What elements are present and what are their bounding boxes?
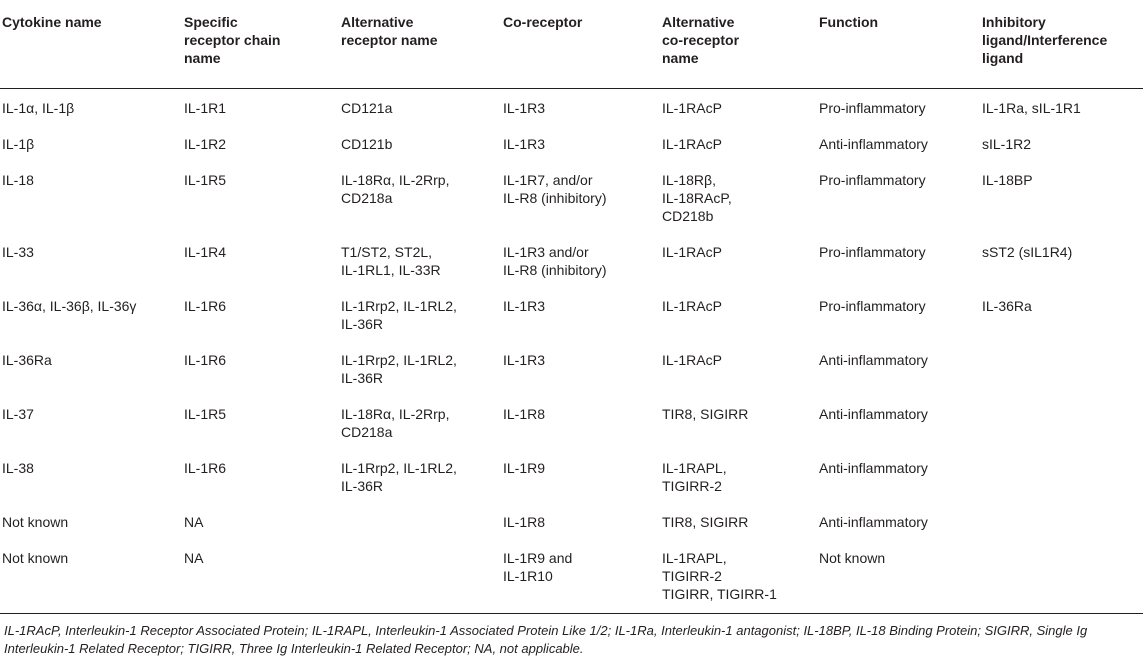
- table-cell: [980, 125, 1143, 161]
- table-cell: [501, 503, 660, 539]
- table-cell-text: Pro-inflammatory: [819, 243, 926, 260]
- table-cell-text: IL-1R10: [503, 567, 553, 584]
- table-cell-text: IL-R8 (inhibitory): [503, 261, 607, 278]
- table-cell: [980, 287, 1143, 341]
- table-cell: [339, 395, 501, 449]
- table-cell: [817, 341, 980, 395]
- table-cell: [182, 341, 339, 395]
- table-cell: [660, 341, 817, 395]
- table-cell: [501, 341, 660, 395]
- column-header-text: Function: [819, 14, 879, 30]
- table-cell-text: IL-1RAcP: [662, 135, 722, 152]
- table-cell: [182, 395, 339, 449]
- table-cell-text: Anti-inflammatory: [819, 459, 928, 476]
- table-cell: [817, 125, 980, 161]
- table-cell: [501, 125, 660, 161]
- column-header-text: Co-receptor: [503, 14, 583, 30]
- table-cell-text: IL-1RAcP: [662, 297, 722, 314]
- table-cell-text: IL-1Rrp2, IL-1RL2,: [341, 351, 457, 368]
- table-cell: [0, 341, 182, 395]
- table-row: [0, 539, 1143, 613]
- table-cell-text: IL-1R3: [503, 351, 546, 368]
- column-header-text: Specific: [184, 14, 238, 30]
- table-cell: [182, 449, 339, 503]
- column-header: [980, 0, 1143, 88]
- column-header-text: receptor name: [341, 32, 438, 48]
- table-cell-text: IL-36α, IL-36β, IL-36γ: [2, 297, 137, 314]
- table-cell-text: IL-36Ra: [2, 351, 52, 368]
- table-cell-text: IL-18: [2, 171, 34, 188]
- table-cell: [0, 449, 182, 503]
- table-cell: [980, 161, 1143, 233]
- table-cell-text: IL-18Rα, IL-2Rrp,: [341, 405, 450, 422]
- table-cell: [501, 449, 660, 503]
- table-cell-text: Pro-inflammatory: [819, 99, 926, 116]
- table-cell-text: IL-1R9 and: [503, 549, 573, 566]
- table-cell-text: IL-1R9: [503, 459, 546, 476]
- table-cell-text: IL-1R7, and/or: [503, 171, 593, 188]
- table-cell-text: IL-18BP: [982, 171, 1033, 188]
- table-cell: [817, 161, 980, 233]
- table-cell-text: Anti-inflammatory: [819, 513, 928, 530]
- table-row: [0, 125, 1143, 161]
- table-cell: [660, 125, 817, 161]
- table-cell-text: IL-1RAcP: [662, 351, 722, 368]
- table-cell: [817, 395, 980, 449]
- table-cell-text: Not known: [2, 549, 69, 566]
- table-cell: [660, 287, 817, 341]
- table-cell: [660, 449, 817, 503]
- table-cell: [0, 233, 182, 287]
- table-cell-text: IL-1RAPL,: [662, 549, 727, 566]
- table-cell: [817, 539, 980, 613]
- column-header-text: receptor chain: [184, 32, 281, 48]
- table-cell-text: Not known: [2, 513, 69, 530]
- column-header: [0, 0, 182, 88]
- table-cell-text: IL-1R5: [184, 171, 227, 188]
- table-cell: [501, 287, 660, 341]
- table-cell: [501, 161, 660, 233]
- table-cell: [339, 449, 501, 503]
- table-cell-text: IL-1RAPL,: [662, 459, 727, 476]
- column-header: [501, 0, 660, 88]
- table-cell: [0, 395, 182, 449]
- table-cell: [0, 287, 182, 341]
- table-cell-text: IL-1Rrp2, IL-1RL2,: [341, 297, 457, 314]
- table-cell: [980, 88, 1143, 125]
- table-cell-text: IL-18Rα, IL-2Rrp,: [341, 171, 450, 188]
- table-cell-text: IL-1R2: [184, 135, 227, 152]
- table-cell: [501, 395, 660, 449]
- table-cell: [817, 503, 980, 539]
- table-cell: [501, 233, 660, 287]
- table-cell: [339, 503, 501, 539]
- table-cell: [339, 88, 501, 125]
- table-cell-text: T1/ST2, ST2L,: [341, 243, 433, 260]
- table-cell-text: CD121b: [341, 135, 393, 152]
- table-cell: [660, 539, 817, 613]
- table-cell-text: IL-33: [2, 243, 34, 260]
- table-cell: [980, 233, 1143, 287]
- table-cell-text: CD218b: [662, 207, 714, 224]
- table-cell-text: IL-1RAcP: [662, 99, 722, 116]
- table-cell-text: IL-1R6: [184, 297, 227, 314]
- table-cell-text: TIR8, SIGIRR: [662, 405, 749, 422]
- table-cell-text: CD218a: [341, 423, 393, 440]
- table-cell-text: IL-1R3 and/or: [503, 243, 589, 260]
- table-cell: [501, 539, 660, 613]
- column-header: [182, 0, 339, 88]
- table-cell-text: IL-1R8: [503, 405, 546, 422]
- table-cell: [660, 503, 817, 539]
- table-cell: [660, 395, 817, 449]
- column-header-text: ligand/Interference: [982, 32, 1108, 48]
- table-row: [0, 287, 1143, 341]
- column-header: [339, 0, 501, 88]
- table-cell: [660, 161, 817, 233]
- table-cell: [0, 503, 182, 539]
- column-header-text: Cytokine name: [2, 14, 102, 30]
- table-cell: [0, 125, 182, 161]
- column-header-text: name: [662, 50, 699, 66]
- table-cell: [980, 539, 1143, 613]
- table-body: [0, 88, 1143, 613]
- table-cell-text: Not known: [819, 549, 886, 566]
- table-cell-text: CD121a: [341, 99, 393, 116]
- table-cell-text: IL-36R: [341, 369, 384, 386]
- table-cell-text: TIGIRR-2: [662, 477, 722, 494]
- table-cell: [660, 88, 817, 125]
- table-cell: [660, 233, 817, 287]
- table-cell: [339, 125, 501, 161]
- table-row: [0, 395, 1143, 449]
- table-cell-text: NA: [184, 549, 204, 566]
- table-cell-text: IL-1R1: [184, 99, 227, 116]
- table-cell-text: IL-1R3: [503, 297, 546, 314]
- table-cell-text: IL-1R3: [503, 135, 546, 152]
- table-cell: [980, 503, 1143, 539]
- table-row: [0, 449, 1143, 503]
- table-header-row: [0, 0, 1143, 88]
- column-header-text: co-receptor: [662, 32, 740, 48]
- table-cell: [182, 503, 339, 539]
- table-cell: [182, 233, 339, 287]
- table-row: [0, 88, 1143, 125]
- table-cell: [182, 88, 339, 125]
- table-cell-text: IL-36Ra: [982, 297, 1032, 314]
- table-cell-text: IL-1R3: [503, 99, 546, 116]
- table-cell-text: IL-1R5: [184, 405, 227, 422]
- table-cell: [817, 233, 980, 287]
- table-row: [0, 503, 1143, 539]
- column-header: [660, 0, 817, 88]
- table-cell-text: IL-1R6: [184, 459, 227, 476]
- table-cell: [817, 287, 980, 341]
- table-cell: [339, 161, 501, 233]
- table-cell-text: IL-1Rrp2, IL-1RL2,: [341, 459, 457, 476]
- table-cell-text: IL-18RAcP,: [662, 189, 732, 206]
- table-cell: [817, 449, 980, 503]
- table-cell: [339, 233, 501, 287]
- table-cell: [980, 341, 1143, 395]
- table-cell: [339, 341, 501, 395]
- table-cell-text: Pro-inflammatory: [819, 171, 926, 188]
- table-cell-text: IL-38: [2, 459, 34, 476]
- table-cell: [0, 539, 182, 613]
- table-cell-text: IL-1RL1, IL-33R: [341, 261, 441, 278]
- table-cell-text: NA: [184, 513, 204, 530]
- table-cell-text: IL-37: [2, 405, 34, 422]
- table-cell-text: IL-1R6: [184, 351, 227, 368]
- table-cell: [980, 449, 1143, 503]
- table-cell: [182, 539, 339, 613]
- column-header-text: Alternative: [662, 14, 735, 30]
- table-cell: [0, 161, 182, 233]
- table-cell: [339, 539, 501, 613]
- table-header: [0, 0, 1143, 88]
- table-cell: [339, 287, 501, 341]
- column-header-text: Inhibitory: [982, 14, 1046, 30]
- column-header: [817, 0, 980, 88]
- table-row: [0, 341, 1143, 395]
- table-cell-text: Anti-inflammatory: [819, 405, 928, 422]
- table-cell-text: TIGIRR, TIGIRR-1: [662, 585, 777, 602]
- table-cell-text: sIL-1R2: [982, 135, 1032, 152]
- table-row: [0, 161, 1143, 233]
- table-cell-text: IL-R8 (inhibitory): [503, 189, 607, 206]
- column-header-text: Alternative: [341, 14, 414, 30]
- table-cell: [501, 88, 660, 125]
- table-cell-text: TIGIRR-2: [662, 567, 722, 584]
- table-cell-text: IL-1α, IL-1β: [2, 99, 75, 116]
- table-cell: [182, 125, 339, 161]
- table-cell-text: IL-1β: [2, 135, 35, 152]
- table-cell: [182, 161, 339, 233]
- table-footnote: IL-1RAcP, Interleukin-1 Receptor Associated Protein; IL-1RAPL, Interleukin-1 Associated Protein Like 1/2; IL-1Ra, Interleukin-1 antagonist; IL-18BP, IL-18 Binding Protein; SIGIRR, Single Ig Interleukin-1 Related Receptor; TIGIRR, Three Ig Interleukin-1 Related Receptor; NA, not applicable.: [4, 622, 1088, 656]
- table-cell: [182, 287, 339, 341]
- table-cell-text: IL-36R: [341, 315, 384, 332]
- column-header-text: ligand: [982, 50, 1024, 66]
- table-cell-text: Anti-inflammatory: [819, 135, 928, 152]
- table-cell-text: Pro-inflammatory: [819, 297, 926, 314]
- table-cell-text: Anti-inflammatory: [819, 351, 928, 368]
- table-cell-text: CD218a: [341, 189, 393, 206]
- table-cell: [980, 395, 1143, 449]
- table-cell-text: IL-1R4: [184, 243, 227, 260]
- table-cell-text: IL-1R8: [503, 513, 546, 530]
- table-cell-text: sST2 (sIL1R4): [982, 243, 1073, 260]
- table-cell-text: IL-1Ra, sIL-1R1: [982, 99, 1081, 116]
- table-cell-text: TIR8, SIGIRR: [662, 513, 749, 530]
- table-cell-text: IL-18Rβ,: [662, 171, 716, 188]
- table-cell-text: IL-36R: [341, 477, 384, 494]
- table-cell-text: IL-1RAcP: [662, 243, 722, 260]
- table-cell: [0, 88, 182, 125]
- table-row: [0, 233, 1143, 287]
- column-header-text: name: [184, 50, 221, 66]
- table-cell: [817, 88, 980, 125]
